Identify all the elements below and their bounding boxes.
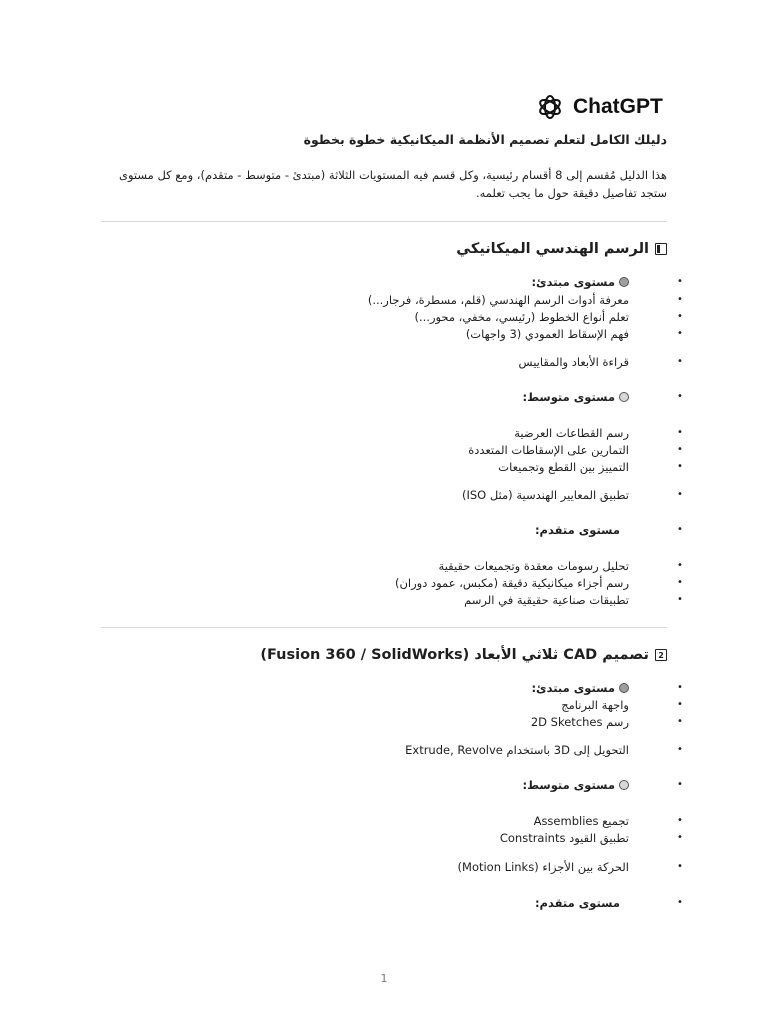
list-item: معرفة أدوات الرسم الهندسي (قلم، مسطرة، فرجار...)	[367, 293, 629, 307]
list-item: الحركة بين الأجزاء (Motion Links)	[457, 860, 629, 874]
level-intermediate-label: مستوى متوسط:	[522, 777, 629, 793]
bullet-icon: •	[677, 682, 683, 693]
bullet-icon: •	[677, 560, 683, 571]
level-beginner-label: مستوى مبتدئ:	[531, 680, 629, 696]
bullet-icon: •	[677, 744, 683, 755]
document-intro: هذا الدليل مُقسم إلى 8 أقسام رئيسية، وكل قسم فيه المستويات الثلاثة (مبتدئ - متوسط - متقدم)، ومع كل مستوى ستجد تفاصيل دقيقة حول ما يجب تعلمه.	[118, 168, 667, 200]
section-2-title: تصميم CAD ثلاثي الأبعاد (Fusion 360 / SolidWorks)	[260, 647, 649, 663]
document-title: دليلك الكامل لتعلم تصميم الأنظمة الميكانيكية خطوة بخطوة	[303, 132, 667, 147]
level-advanced-label: مستوى متقدم:	[534, 523, 620, 537]
bullet-icon: •	[677, 311, 683, 322]
bullet-icon: •	[677, 356, 683, 367]
bullet-icon: •	[677, 699, 683, 710]
list-item: التمييز بين القطع وتجميعات	[498, 460, 629, 474]
bullet-icon: •	[677, 594, 683, 605]
chatgpt-logo	[536, 92, 663, 122]
section-1-title: الرسم الهندسي الميكانيكي	[456, 241, 649, 257]
page-number: 1	[380, 972, 388, 985]
section-2-heading	[260, 647, 667, 663]
bullet-icon: •	[677, 328, 683, 339]
list-item: رسم 2D Sketches	[530, 715, 629, 729]
bullet-icon: •	[677, 815, 683, 826]
list-item: واجهة البرنامج	[561, 698, 629, 712]
circle-icon	[619, 392, 629, 402]
list-item: تجميع Assemblies	[533, 814, 629, 828]
list-item: قراءة الأبعاد والمقاييس	[518, 355, 629, 369]
bullet-icon: •	[677, 524, 683, 535]
circle-icon	[619, 780, 629, 790]
bullet-icon: •	[677, 832, 683, 843]
bullet-icon: •	[677, 577, 683, 588]
bullet-icon: •	[677, 716, 683, 727]
divider	[101, 627, 667, 628]
openai-logo-icon	[536, 93, 564, 121]
bullet-icon: •	[677, 489, 683, 500]
list-item: فهم الإسقاط العمودي (3 واجهات)	[465, 327, 629, 341]
level-beginner-label: مستوى مبتدئ:	[531, 274, 629, 290]
keycap-1-icon	[655, 243, 667, 255]
level-advanced-label: مستوى متقدم:	[534, 896, 620, 910]
bullet-icon: •	[677, 294, 683, 305]
logo-text: ChatGPT	[573, 95, 663, 118]
bullet-icon: •	[677, 779, 683, 790]
bullet-icon: •	[677, 897, 683, 908]
list-item: تطبيقات صناعية حقيقية في الرسم	[464, 593, 629, 607]
list-item: التمارين على الإسقاطات المتعددة	[468, 443, 629, 457]
bullet-icon: •	[677, 276, 683, 287]
bullet-icon: •	[677, 861, 683, 872]
level-intermediate-label: مستوى متوسط:	[522, 389, 629, 405]
list-item: التحويل إلى 3D باستخدام Extrude, Revolve	[405, 743, 629, 757]
list-item: تطبيق المعايير الهندسية (مثل ISO)	[461, 488, 629, 502]
bullet-icon: •	[677, 444, 683, 455]
bullet-icon: •	[677, 461, 683, 472]
list-item: تعلم أنواع الخطوط (رئيسي، مخفي، محور...)	[414, 310, 629, 324]
keycap-2-icon: 2	[655, 649, 667, 661]
bullet-icon: •	[677, 391, 683, 402]
list-item: تحليل رسومات معقدة وتجميعات حقيقية	[438, 559, 629, 573]
circle-icon	[619, 683, 629, 693]
section-1-heading	[456, 241, 667, 257]
circle-icon	[619, 277, 629, 287]
list-item: رسم القطاعات العرضية	[514, 426, 629, 440]
divider	[101, 221, 667, 222]
list-item: تطبيق القيود Constraints	[499, 831, 629, 845]
bullet-icon: •	[677, 427, 683, 438]
list-item: رسم أجزاء ميكانيكية دقيقة (مكبس، عمود دوران)	[394, 576, 629, 590]
